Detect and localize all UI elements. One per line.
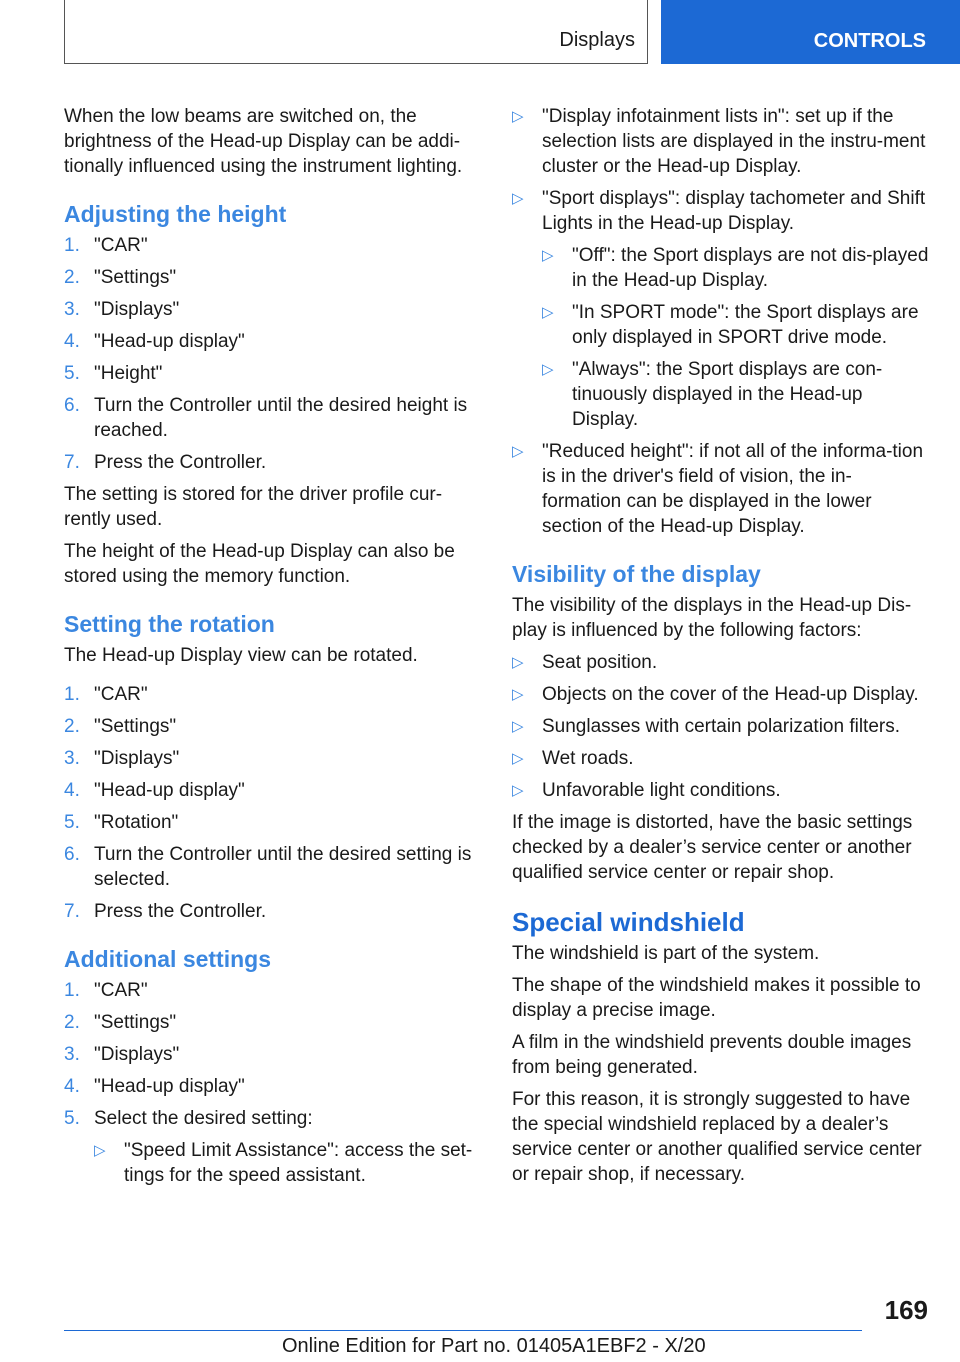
bullet-text: "Off": the Sport displays are not dis-played in the Head-up Display. [572,245,929,291]
step-number: 5. [64,812,80,833]
list-item [64,329,480,354]
bullet-text: Seat position. [542,652,658,673]
header-chapter-tab [661,0,960,64]
heading-visibility: Visibility of the display [512,561,761,587]
list-item [64,842,480,892]
list-item [512,778,930,803]
list-item [512,650,930,675]
step-text: "Head-up display" [94,1076,245,1097]
settings-bullets [512,104,930,539]
step-text: Press the Controller. [94,901,267,922]
list-item [64,265,480,290]
list-item [64,297,480,322]
bullet-text: Sunglasses with certain polarization filters. [542,716,901,737]
step-text: Turn the Controller until the desired setting is selected. [94,844,472,890]
bullet-text: "Sport displays": display tachometer and Shift Lights in the Head-up Display. [542,188,926,234]
triangle-bullet-icon: ▷ [94,1141,106,1159]
step-number: 6. [64,395,80,416]
step-text: "Settings" [94,1012,177,1033]
step-text: "CAR" [94,684,148,705]
page-number: 169 [884,1295,928,1325]
paragraph: The windshield is part of the system. [512,943,820,964]
paragraph: A film in the windshield prevents double images from being generated. [512,1032,912,1078]
step-text: "Displays" [94,748,180,769]
triangle-bullet-icon: ▷ [512,189,524,207]
step-text: "CAR" [94,980,148,1001]
adjusting-steps [64,233,480,475]
list-item [64,393,480,443]
list-item [64,1074,480,1099]
paragraph: The setting is stored for the driver profile cur-rently used. [64,484,443,530]
bullet-text: "Always": the Sport displays are con-tinuously displayed in the Head-up Display. [572,359,883,430]
list-item [64,1106,480,1188]
list-item [512,714,930,739]
step-number: 7. [64,452,80,473]
step-number: 1. [64,235,80,256]
list-item [512,439,930,539]
step-number: 4. [64,331,80,352]
list-item [64,778,480,803]
step-text: "Head-up display" [94,331,245,352]
list-item [64,450,480,475]
bullet-text: "Speed Limit Assistance": access the set-tings for the speed assistant. [124,1140,473,1186]
triangle-bullet-icon: ▷ [542,246,554,264]
triangle-bullet-icon: ▷ [512,442,524,460]
triangle-bullet-icon: ▷ [512,781,524,799]
step-number: 3. [64,1044,80,1065]
list-item [64,810,480,835]
step-text: "Displays" [94,299,180,320]
paragraph: The shape of the windshield makes it possible to display a precise image. [512,975,921,1021]
step-number: 2. [64,267,80,288]
paragraph: For this reason, it is strongly suggested to have the special windshield replaced by a dealer’s service center or another qualified service center or repair shop, if necessary. [512,1089,922,1185]
step-number: 5. [64,1108,80,1129]
list-item [542,243,930,293]
triangle-bullet-icon: ▷ [542,360,554,378]
bullet-text: "Display infotainment lists in": set up if the selection lists are displayed in the instru-ment cluster or the Head-up Display. [542,106,926,177]
bullet-text: Objects on the cover of the Head-up Display. [542,684,919,705]
left-column [64,104,480,1195]
list-item [64,682,480,707]
step-text: "Head-up display" [94,780,245,801]
list-item [542,300,930,350]
list-item [64,714,480,739]
list-item [64,978,480,1003]
list-item [512,186,930,432]
sub-list [94,1138,480,1188]
step-text: "Displays" [94,1044,180,1065]
paragraph: If the image is distorted, have the basic settings checked by a dealer’s service center or another qualified service center or repair shop. [512,812,913,883]
additional-steps [64,978,480,1188]
rotation-steps [64,682,480,924]
triangle-bullet-icon: ▷ [512,653,524,671]
step-text: Press the Controller. [94,452,267,473]
step-number: 4. [64,780,80,801]
heading-setting-rotation: Setting the rotation [64,611,275,637]
header-chapter-title: CONTROLS [813,30,926,52]
triangle-bullet-icon: ▷ [512,685,524,703]
step-text: "Rotation" [94,812,179,833]
list-item [64,1042,480,1067]
step-number: 5. [64,363,80,384]
heading-special-windshield: Special windshield [512,907,745,937]
list-item [512,746,930,771]
sub-list [542,243,930,432]
step-number: 2. [64,716,80,737]
intro-paragraph: When the low beams are switched on, the brightness of the Head-up Display can be addi-tionally influenced using the instrument lighting. [64,106,463,177]
paragraph: The height of the Head-up Display can also be stored using the memory function. [64,541,455,587]
bullet-text: Wet roads. [542,748,634,769]
list-item [512,682,930,707]
step-text: "Settings" [94,716,177,737]
step-text: Turn the Controller until the desired height is reached. [94,395,468,441]
heading-adjusting-height: Adjusting the height [64,201,287,227]
paragraph: The Head-up Display view can be rotated. [64,645,418,666]
footer-divider [64,1330,862,1331]
header-section-title: Displays [559,29,635,51]
step-number: 7. [64,901,80,922]
bullet-text: "In SPORT mode": the Sport displays are only displayed in SPORT drive mode. [572,302,919,348]
step-number: 4. [64,1076,80,1097]
step-number: 3. [64,299,80,320]
list-item [64,233,480,258]
bullet-text: Unfavorable light conditions. [542,780,781,801]
triangle-bullet-icon: ▷ [512,749,524,767]
step-number: 6. [64,844,80,865]
visibility-factors [512,650,930,803]
list-item [64,361,480,386]
footer-edition: Online Edition for Part no. 01405A1EBF2 - X/20 [282,1335,706,1357]
heading-additional-settings: Additional settings [64,946,271,972]
header-section-box [64,0,648,64]
step-number: 1. [64,684,80,705]
triangle-bullet-icon: ▷ [512,107,524,125]
right-column [512,104,930,1194]
list-item [64,746,480,771]
triangle-bullet-icon: ▷ [512,717,524,735]
step-number: 2. [64,1012,80,1033]
paragraph: The visibility of the displays in the Head-up Dis-play is influenced by the following factors: [512,595,912,641]
step-text: Select the desired setting: [94,1108,313,1129]
list-item [94,1138,480,1188]
step-number: 1. [64,980,80,1001]
step-text: "CAR" [94,235,148,256]
list-item [512,104,930,179]
step-text: "Settings" [94,267,177,288]
list-item [64,1010,480,1035]
bullet-text: "Reduced height": if not all of the informa-tion is in the driver's field of vision, the in-formation can be displayed in the lower section of the Head-up Display. [542,441,924,537]
step-number: 3. [64,748,80,769]
list-item [64,899,480,924]
list-item [542,357,930,432]
step-text: "Height" [94,363,163,384]
triangle-bullet-icon: ▷ [542,303,554,321]
